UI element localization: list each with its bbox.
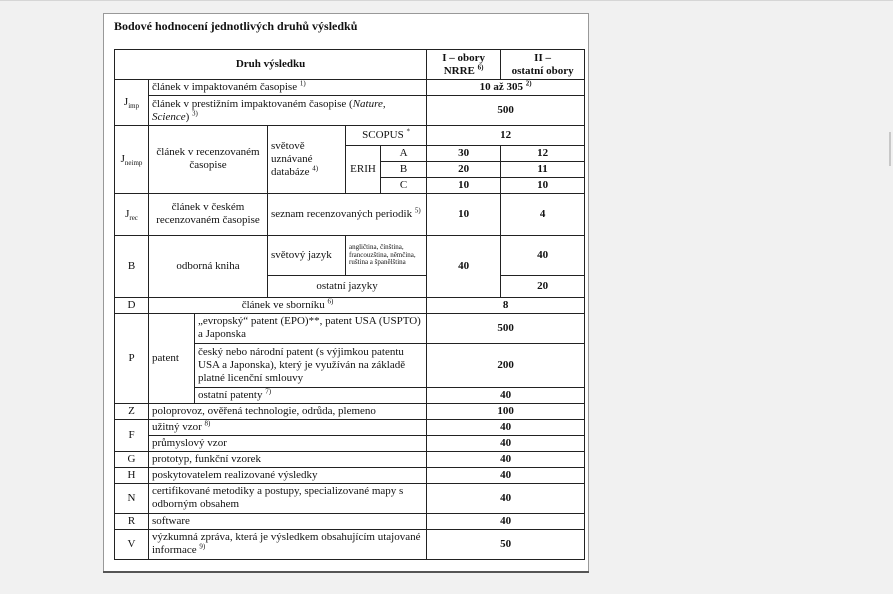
book-languages: angličtina, čínština, francouzština, němčina, ruština a španělština [346,235,427,275]
header-col-1 [427,50,501,80]
table-row [115,419,585,435]
erih-a-v2: 12 [501,146,585,162]
code-p: P [115,313,149,403]
table-row [115,126,585,146]
book-v2-world: 40 [501,235,585,275]
code-jimp: $J_{imp}$ [115,80,149,126]
patent-row1-value: 500 [427,313,585,343]
table-row [115,467,585,483]
row-h-value: 40 [427,467,585,483]
table-row [115,483,585,513]
code-v: V [115,529,149,559]
header-col-2-line2: ostatní obory [511,64,574,77]
book-label: odborná kniha [149,235,268,297]
jneimp-scopus-value: 12 [427,126,585,146]
table-header-row [115,50,585,80]
document-title: Bodové hodnocení jednotlivých druhů výsledků [114,19,358,33]
row-f2-value: 40 [427,435,585,451]
patent-row2-value: 200 [427,343,585,387]
book-world-lang: světový jazyk [268,235,346,275]
erih-a-v1: 30 [427,146,501,162]
row-n-value: 40 [427,483,585,513]
row-h-text: poskytovatelem realizované výsledky [149,467,427,483]
jneimp-erih: ERIH [346,146,381,194]
row-g-text: prototyp, funkční vzorek [149,451,427,467]
row-z-text: poloprovoz, ověřená technologie, odrůda, plemeno [149,403,427,419]
table-row [115,96,585,126]
proc-value: 8 [427,297,585,313]
table-row [115,313,585,343]
code-jneimp: $J_{neimp}$ [115,126,149,194]
jrec-v2: 4 [501,193,585,235]
erih-cat-c: C [381,177,427,193]
document-page [103,13,589,573]
patent-row3-value: 40 [427,387,585,403]
erih-cat-b: B [381,161,427,177]
header-col-2-line1: II – [534,51,551,64]
row-g-value: 40 [427,451,585,467]
code-r: R [115,513,149,529]
code-b: B [115,235,149,297]
table-row [115,529,585,559]
jimp-row2-text: článek v prestižním impaktovaném časopise (Nature, Science) $^{3)}$ [149,96,427,126]
code-jrec: $J_{rec}$ [115,193,149,235]
results-table [114,49,585,560]
table-row [115,297,585,313]
code-h: H [115,467,149,483]
jneimp-label: článek v recenzovaném časopise [149,126,268,194]
patent-row2: český nebo národní patent (s výjimkou patentu USA a Japonska), který je využíván na základě platné licenční smlouvy [195,343,427,387]
header-col-1-note: 6) [477,62,484,71]
row-v-value: 50 [427,529,585,559]
erih-c-v2: 10 [501,177,585,193]
jimp-row1-text: článek v impaktovaném časopise $^{1)}$ [149,80,427,96]
patent-label: patent [149,313,195,403]
header-col-1-line2: NRRE [443,64,475,77]
jrec-v1: 10 [427,193,501,235]
code-g: G [115,451,149,467]
erih-cat-a: A [381,146,427,162]
erih-b-v1: 20 [427,161,501,177]
jneimp-scopus: SCOPUS * [346,126,427,146]
table-row [115,435,585,451]
header-type: Druh výsledku [115,50,427,80]
table-row [115,193,585,235]
book-v2-other: 20 [501,275,585,297]
jneimp-db-label: světově uznávané databáze $^{4)}$ [268,126,346,194]
row-f-value: 40 [427,419,585,435]
header-col-1-line1: I – obory [442,51,485,64]
row-f-text: užitný vzor $^{8)}$ [149,419,427,435]
code-z: Z [115,403,149,419]
table-row [115,235,585,275]
book-other-lang: ostatní jazyky [268,275,427,297]
book-v1: 40 [427,235,501,297]
window-top-border [0,0,893,1]
page-bottom-edge [103,571,589,573]
erih-b-v2: 11 [501,161,585,177]
row-f2-text: průmyslový vzor [149,435,427,451]
row-n-text: certifikované metodiky a postupy, specializované mapy s odborným obsahem [149,483,427,513]
code-f: F [115,419,149,451]
header-col-2 [501,50,585,80]
row-r-value: 40 [427,513,585,529]
row-r-text: software [149,513,427,529]
erih-c-v1: 10 [427,177,501,193]
row-v-text: výzkumná zpráva, která je výsledkem obsahujícím utajované informace $^{9)}$ [149,529,427,559]
jrec-label: článek v českém recenzovaném časopise [149,193,268,235]
patent-row3: ostatní patenty $^{7)}$ [195,387,427,403]
proc-label: článek ve sborníku $^{6)}$ [149,297,427,313]
code-n: N [115,483,149,513]
table-row [115,80,585,96]
table-row [115,451,585,467]
jrec-list-label: seznam recenzovaných periodik $^{5)}$ [268,193,427,235]
table-row [115,513,585,529]
scrollbar-hint[interactable] [889,132,891,166]
jimp-row1-value: 10 až 305 $^{2)}$ [427,80,585,96]
row-z-value: 100 [427,403,585,419]
jimp-row2-value: 500 [427,96,585,126]
table-row [115,403,585,419]
patent-row1: „evropský“ patent (EPO)**, patent USA (USPTO) a Japonska [195,313,427,343]
code-d: D [115,297,149,313]
